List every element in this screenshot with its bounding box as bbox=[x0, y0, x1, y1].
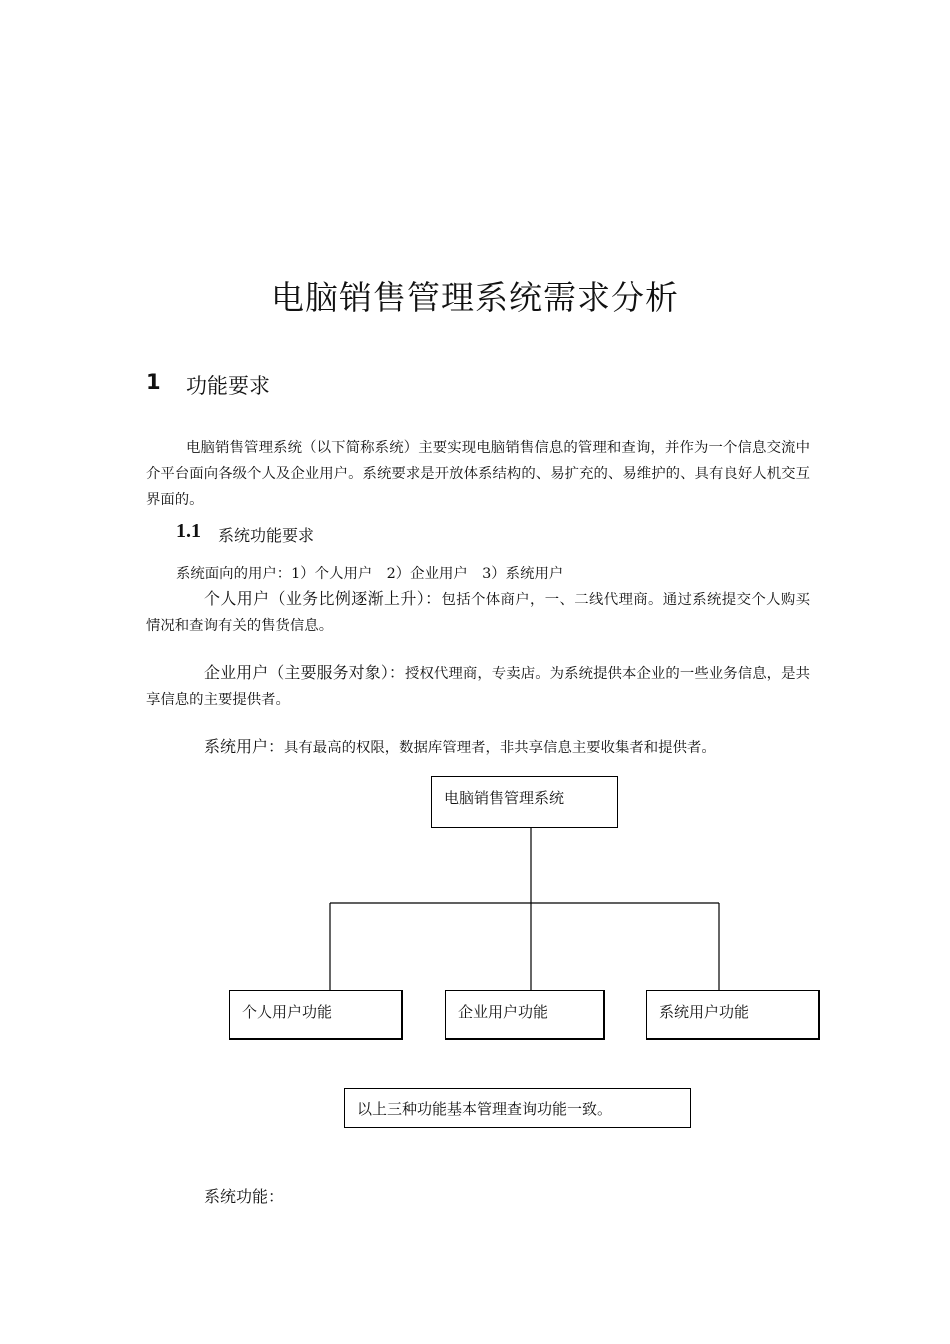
section-1-1-title: 系统功能要求 bbox=[218, 526, 315, 545]
section-1-1-number: 1.1 bbox=[176, 520, 201, 542]
system-user-text: 具有最高的权限，数据库管理者，非共享信息主要收集者和提供者。 bbox=[284, 740, 716, 756]
diagram-enterprise-box: 企业用户功能 bbox=[445, 990, 605, 1040]
system-functions-label: 系统功能： bbox=[204, 1187, 285, 1206]
diagram-note-box: 以上三种功能基本管理查询功能一致。 bbox=[344, 1088, 691, 1128]
section-1-title: 功能要求 bbox=[186, 374, 270, 398]
enterprise-user-text: 授权代理商，专卖店。为系统提供本企业的一些业务信息，是共享信息的主要提供者。 bbox=[146, 666, 810, 708]
diagram-root-box: 电脑销售管理系统 bbox=[431, 776, 618, 828]
diagram-system-box: 系统用户功能 bbox=[646, 990, 820, 1040]
enterprise-user-lead: 企业用户（主要服务对象）： bbox=[204, 663, 405, 682]
section-1-number: 1 bbox=[146, 370, 161, 394]
user-types-line: 系统面向的用户：1）个人用户 2）企业用户 3）系统用户 bbox=[176, 566, 564, 582]
diagram-personal-box: 个人用户功能 bbox=[229, 990, 403, 1040]
document-title: 电脑销售管理系统需求分析 bbox=[271, 278, 679, 317]
personal-user-text: 包括个体商户，一、二线代理商。通过系统提交个人购买情况和查询有关的售货信息。 bbox=[146, 592, 810, 634]
personal-user-lead: 个人用户（业务比例逐渐上升）： bbox=[204, 589, 442, 608]
intro-paragraph: 电脑销售管理系统（以下简称系统）主要实现电脑销售信息的管理和查询，并作为一个信息交流中介平台面向各级个人及企业用户。系统要求是开放体系结构的、易扩充的、易维护的、具有良好人机交互界面的。 bbox=[146, 440, 810, 508]
system-user-lead: 系统用户： bbox=[204, 737, 285, 756]
